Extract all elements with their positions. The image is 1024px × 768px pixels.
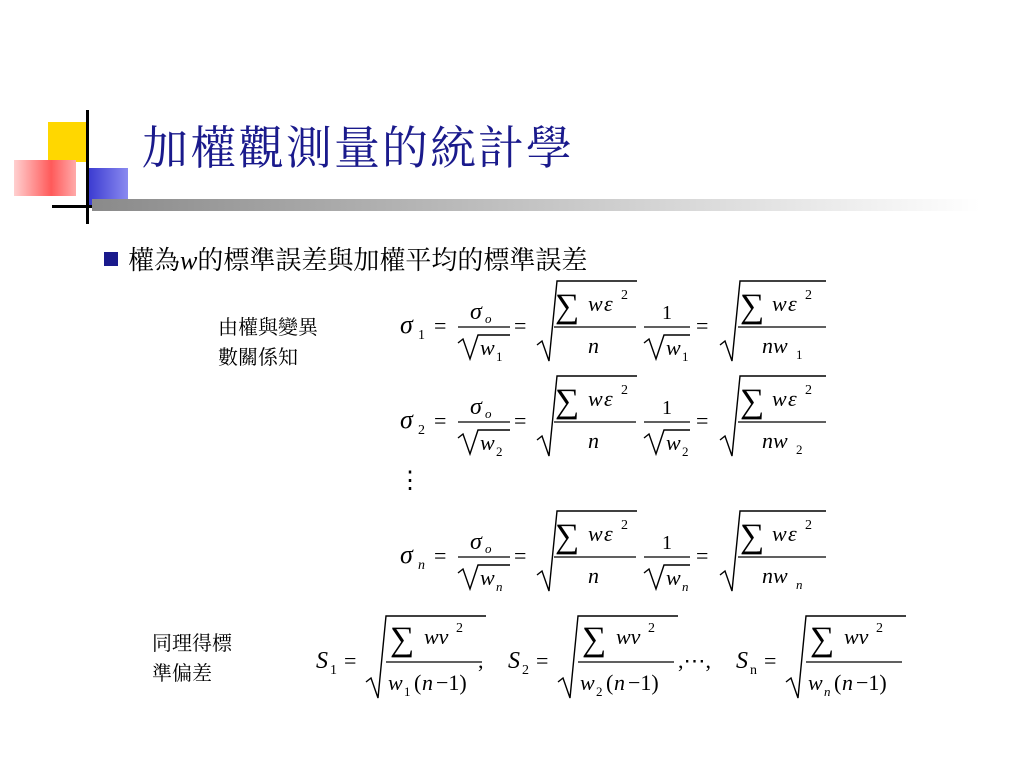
n-variable: n <box>588 333 599 358</box>
summation-symbol: ∑ <box>740 288 765 325</box>
epsilon-symbol: ε <box>788 521 797 546</box>
s-variable: S <box>736 648 748 674</box>
weight-variable: w <box>480 565 495 590</box>
equals-sign: = <box>696 408 709 433</box>
equals-sign: = <box>434 313 447 338</box>
subscript: 2 <box>796 442 803 457</box>
equals-sign: = <box>434 408 447 433</box>
superscript: 2 <box>621 288 628 303</box>
summation-symbol: ∑ <box>810 621 835 658</box>
subscript: 1 <box>682 349 689 364</box>
s-variable: S <box>316 648 328 674</box>
weight-variable: w <box>772 291 787 316</box>
weight-variable: w <box>772 386 787 411</box>
bullet-prefix: 權為 <box>128 246 181 276</box>
subscript: 2 <box>682 444 689 459</box>
wv-variable: wv <box>424 624 449 649</box>
subscript: 2 <box>418 423 425 438</box>
n-variable: n <box>588 428 599 453</box>
numerator-one: 1 <box>662 532 672 554</box>
std-deviation-formula <box>736 616 906 699</box>
s-formula-group <box>316 616 906 699</box>
weight-variable: w <box>666 430 681 455</box>
superscript: 2 <box>456 621 463 636</box>
superscript: 2 <box>805 383 812 398</box>
subscript: 1 <box>796 347 803 362</box>
subscript: n <box>750 663 757 678</box>
weight-variable: w <box>588 521 603 546</box>
note-line: 同理得標 <box>152 631 232 655</box>
equals-sign: = <box>514 313 527 338</box>
subscript: n <box>796 577 803 592</box>
equals-sign: = <box>514 543 527 568</box>
weight-variable: w <box>480 335 495 360</box>
bullet-suffix: 的標準誤差與加權平均的標準誤差 <box>197 246 588 276</box>
numerator-one: 1 <box>662 397 672 419</box>
subscript: n <box>682 579 689 594</box>
epsilon-symbol: ε <box>604 386 613 411</box>
equals-sign: = <box>434 543 447 568</box>
subscript: n <box>496 579 503 594</box>
paren: ( <box>606 670 614 695</box>
std-deviation-formula <box>508 616 678 699</box>
weight-variable: w <box>580 670 595 695</box>
subscript: 1 <box>496 349 503 364</box>
summation-symbol: ∑ <box>582 621 607 658</box>
minus-one: −1) <box>436 670 467 695</box>
n-variable: n <box>614 670 625 695</box>
subscript: 2 <box>596 684 603 699</box>
minus-one: −1) <box>856 670 887 695</box>
superscript: 2 <box>876 621 883 636</box>
note-line: 數關係知 <box>218 345 298 369</box>
subscript: 1 <box>404 684 411 699</box>
epsilon-symbol: ε <box>788 386 797 411</box>
sigma-symbol: σ <box>400 540 413 569</box>
subscript: 1 <box>418 328 425 343</box>
numerator-one: 1 <box>662 302 672 324</box>
subscript: o <box>485 406 492 421</box>
equals-sign: = <box>696 313 709 338</box>
n-variable: n <box>422 670 433 695</box>
epsilon-symbol: ε <box>604 521 613 546</box>
wv-variable: wv <box>616 624 641 649</box>
sigma-formula-row <box>400 511 826 594</box>
subscript: o <box>485 311 492 326</box>
sigma-symbol: σ <box>470 394 482 420</box>
wv-variable: wv <box>844 624 869 649</box>
equals-sign: = <box>514 408 527 433</box>
summation-symbol: ∑ <box>390 621 415 658</box>
n-variable: n <box>842 670 853 695</box>
epsilon-symbol: ε <box>788 291 797 316</box>
s-variable: S <box>508 648 520 674</box>
vertical-ellipsis: ⋮ <box>398 468 422 494</box>
summation-symbol: ∑ <box>555 518 580 555</box>
equals-sign: = <box>764 648 777 673</box>
nw-variable: nw <box>762 563 788 588</box>
summation-symbol: ∑ <box>740 518 765 555</box>
weight-variable: w <box>588 386 603 411</box>
note-line: 準偏差 <box>152 661 212 685</box>
ellipsis-separator: ,⋯, <box>678 648 711 673</box>
subscript: n <box>824 684 831 699</box>
sigma-symbol: σ <box>470 299 482 325</box>
weight-variable: w <box>388 670 403 695</box>
superscript: 2 <box>621 383 628 398</box>
superscript: 2 <box>621 518 628 533</box>
weight-variable: w <box>588 291 603 316</box>
summation-symbol: ∑ <box>555 288 580 325</box>
weight-variable: w <box>772 521 787 546</box>
subscript: 1 <box>330 663 337 678</box>
subscript: 2 <box>496 444 503 459</box>
summation-symbol: ∑ <box>555 383 580 420</box>
weight-variable: w <box>480 430 495 455</box>
paren: ( <box>834 670 842 695</box>
superscript: 2 <box>805 288 812 303</box>
std-deviation-formula <box>316 616 486 699</box>
nw-variable: nw <box>762 333 788 358</box>
subscript: n <box>418 558 425 573</box>
weight-variable: w <box>666 335 681 360</box>
subscript: o <box>485 541 492 556</box>
equals-sign: = <box>344 648 357 673</box>
weight-variable: w <box>666 565 681 590</box>
superscript: 2 <box>805 518 812 533</box>
sigma-symbol: σ <box>400 405 413 434</box>
summation-symbol: ∑ <box>740 383 765 420</box>
sigma-symbol: σ <box>400 310 413 339</box>
sigma-formula-group <box>400 281 826 594</box>
comma-separator: , <box>478 648 484 673</box>
bullet-variable: w <box>180 246 198 275</box>
equals-sign: = <box>696 543 709 568</box>
nw-variable: nw <box>762 428 788 453</box>
page-title: 加權觀測量的統計學 <box>142 121 574 175</box>
epsilon-symbol: ε <box>604 291 613 316</box>
n-variable: n <box>588 563 599 588</box>
weight-variable: w <box>808 670 823 695</box>
sigma-symbol: σ <box>470 529 482 555</box>
paren: ( <box>414 670 422 695</box>
superscript: 2 <box>648 621 655 636</box>
equals-sign: = <box>536 648 549 673</box>
subscript: 2 <box>522 663 529 678</box>
sigma-formula-row <box>400 376 826 459</box>
minus-one: −1) <box>628 670 659 695</box>
note-line: 由權與變異 <box>218 315 318 339</box>
sigma-formula-row <box>400 281 826 364</box>
